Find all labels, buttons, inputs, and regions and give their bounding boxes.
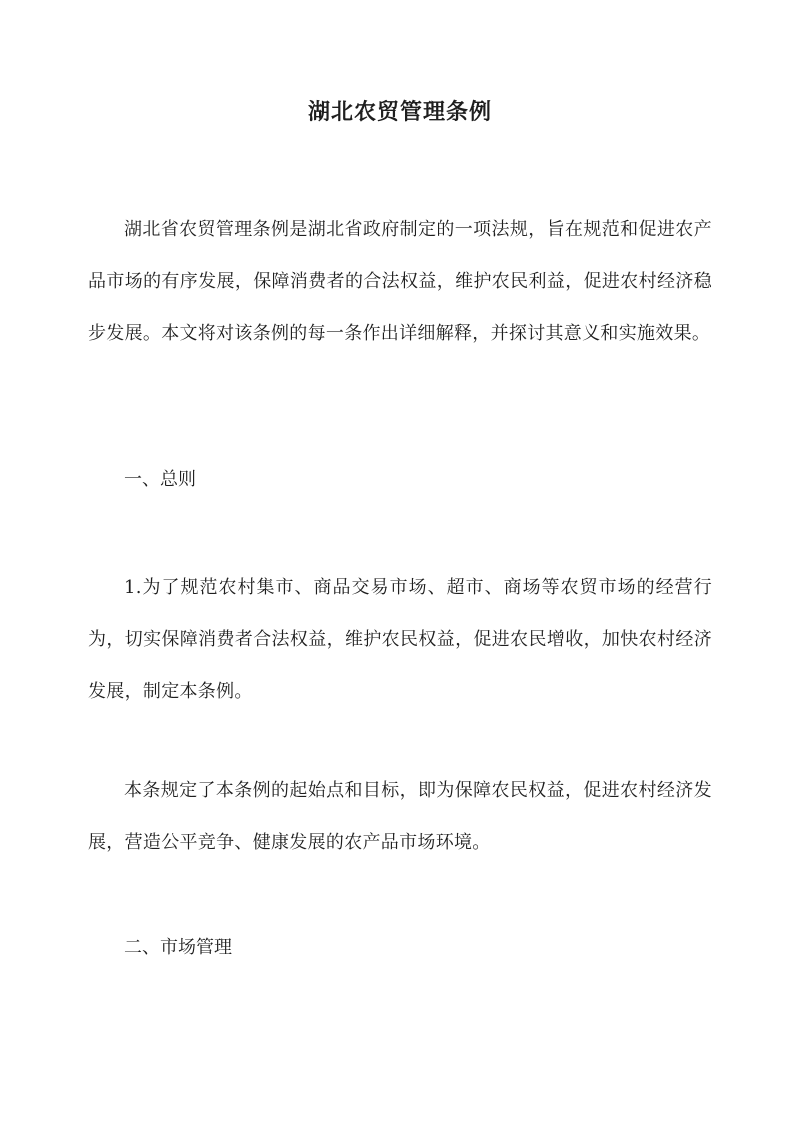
- section-heading-market-management: 二、市场管理: [124, 937, 232, 958]
- page-title: 湖北农贸管理条例: [307, 99, 492, 125]
- article-1-explanation: 本条规定了本条例的起始点和目标，即为保障农民权益，促进农村经济发展，营造公平竞争、健康发展的农产品市场环境。: [88, 780, 712, 853]
- section-heading-general: 一、总则: [124, 469, 196, 490]
- article-1-paragraph: 1.为了规范农村集市、商品交易市场、超市、商场等农贸市场的经营行为，切实保障消费者合法权益，维护农民权益，促进农民增收，加快农村经济发展，制定本条例。: [88, 577, 712, 702]
- intro-paragraph: 湖北省农贸管理条例是湖北省政府制定的一项法规，旨在规范和促进农产品市场的有序发展，保障消费者的合法权益，维护农民利益，促进农村经济稳步发展。本文将对该条例的每一条作出详细解释，并探讨其意义和实施效果。: [88, 219, 712, 344]
